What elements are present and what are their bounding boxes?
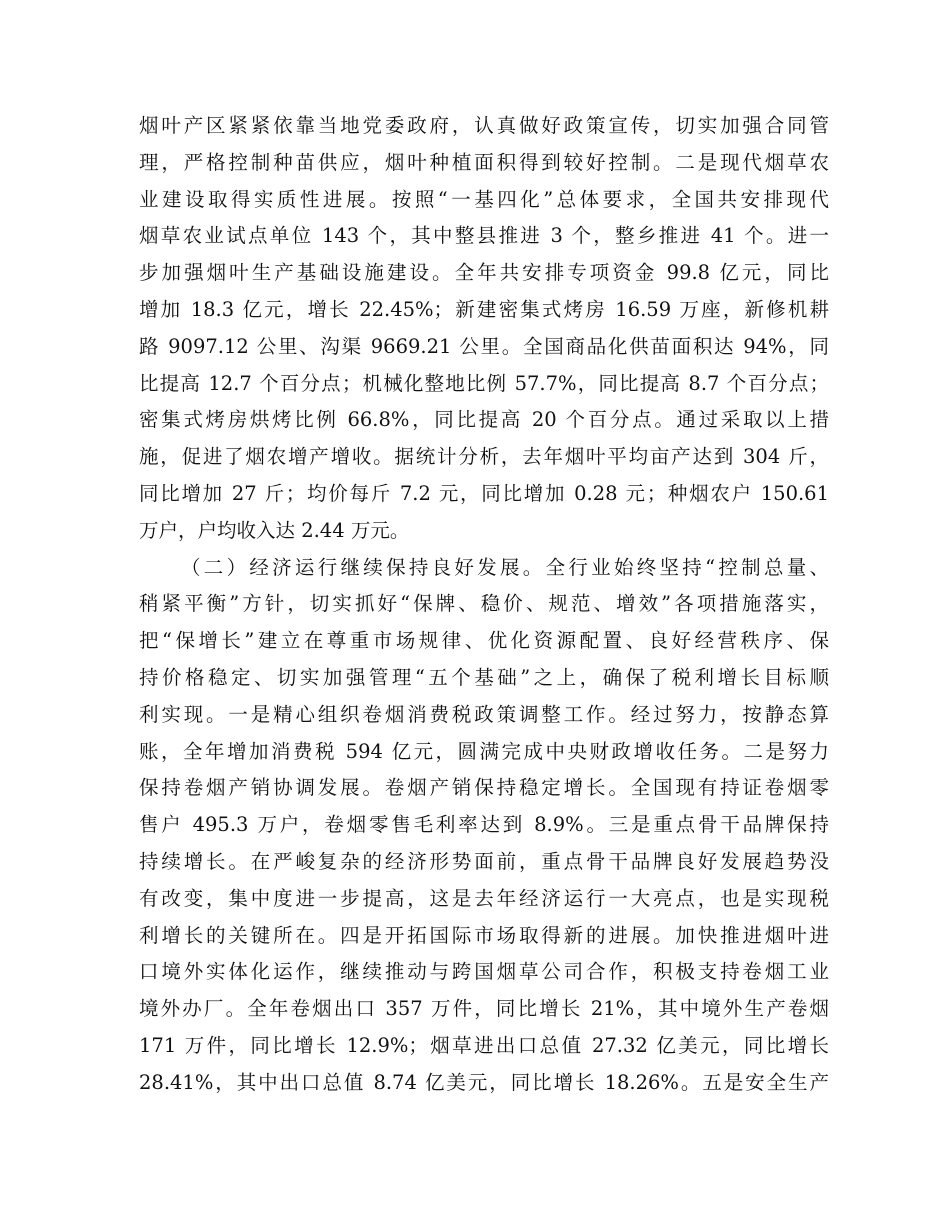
text-line-indented: （二）经济运行继续保持良好发展。全行业始终坚持“控制总量、: [181, 555, 829, 579]
document-body: [139, 108, 829, 1102]
text-line: 28.41%，其中出口总值 8.74 亿美元，同比增长 18.26%。五是安全生产: [139, 1070, 829, 1094]
text-line: 利增长的关键所在。四是开拓国际市场取得新的进展。加快推进烟叶进: [139, 923, 829, 947]
text-line: 烟草农业试点单位 143 个，其中整县推进 3 个，整乡推进 41 个。进一: [139, 224, 829, 248]
paragraph-1: [139, 108, 829, 550]
text-line: 境外办厂。全年卷烟出口 357 万件，同比增长 21%，其中境外生产卷烟: [139, 997, 829, 1021]
text-line: 密集式烤房烘烤比例 66.8%，同比提高 20 个百分点。通过采取以上措: [139, 408, 829, 432]
text-line: 业建设取得实质性进展。按照“一基四化”总体要求，全国共安排现代: [139, 187, 829, 211]
text-line: 口境外实体化运作，继续推动与跨国烟草公司合作，积极支持卷烟工业: [139, 960, 829, 984]
text-line: 171 万件，同比增长 12.9%；烟草进出口总值 27.32 亿美元，同比增长: [139, 1033, 829, 1057]
text-line: 比提高 12.7 个百分点；机械化整地比例 57.7%，同比提高 8.7 个百分点；: [139, 371, 829, 395]
text-line: 施，促进了烟农增产增收。据统计分析，去年烟叶平均亩产达到 304 斤，: [139, 445, 829, 469]
text-line: 利实现。一是精心组织卷烟消费税政策调整工作。经过努力，按静态算: [139, 702, 829, 726]
text-line: 售户 495.3 万户，卷烟零售毛利率达到 8.9%。三是重点骨干品牌保持: [139, 813, 829, 837]
text-line: 持价格稳定、切实加强管理“五个基础”之上，确保了税利增长目标顺: [139, 665, 829, 689]
text-line: 账，全年增加消费税 594 亿元，圆满完成中央财政增收任务。二是努力: [139, 739, 829, 763]
text-line: 把“保增长”建立在尊重市场规律、优化资源配置、良好经营秩序、保: [139, 629, 829, 653]
text-line: 有改变，集中度进一步提高，这是去年经济运行一大亮点，也是实现税: [139, 886, 829, 910]
text-line: 理，严格控制种苗供应，烟叶种植面积得到较好控制。二是现代烟草农: [139, 150, 829, 174]
text-line: 稍紧平衡”方针，切实抓好“保牌、稳价、规范、增效”各项措施落实，: [139, 592, 829, 616]
text-line: 增加 18.3 亿元，增长 22.45%；新建密集式烤房 16.59 万座，新修机耕: [139, 297, 829, 321]
text-line: 保持卷烟产销协调发展。卷烟产销保持稳定增长。全国现有持证卷烟零: [139, 776, 829, 800]
text-line: 万户，户均收入达 2.44 万元。: [139, 518, 410, 542]
text-line: 持续增长。在严峻复杂的经济形势面前，重点骨干品牌良好发展趋势没: [139, 849, 829, 873]
text-line: 烟叶产区紧紧依靠当地党委政府，认真做好政策宣传，切实加强合同管: [139, 114, 829, 137]
text-line: 路 9097.12 公里、沟渠 9669.21 公里。全国商品化供苗面积达 94%，同: [139, 334, 829, 358]
text-line: 步加强烟叶生产基础设施建设。全年共安排专项资金 99.8 亿元，同比: [139, 261, 829, 285]
text-line: 同比增加 27 斤；均价每斤 7.2 元，同比增加 0.28 元；种烟农户 150.61: [139, 481, 829, 505]
paragraph-2: [139, 550, 829, 1102]
